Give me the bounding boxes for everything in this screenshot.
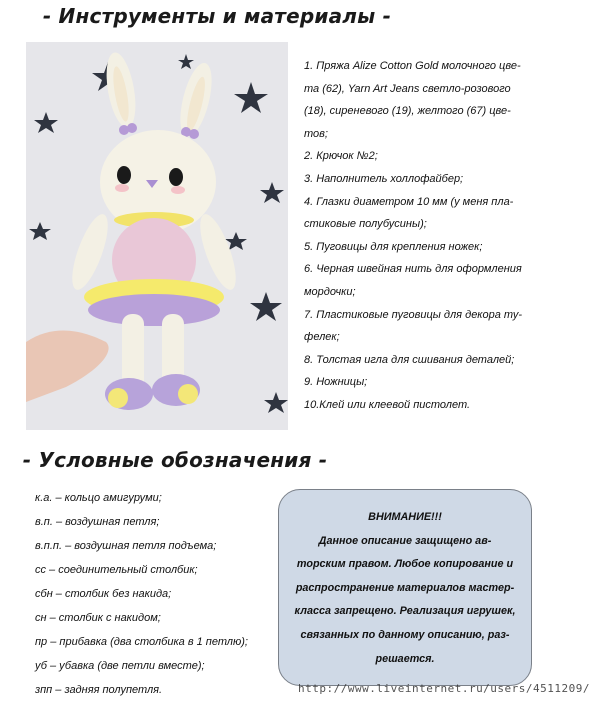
materials-line: (18), сиреневого (19), желтого (67) цве- xyxy=(304,105,511,118)
legend-item: к.а. – кольцо амигуруми; xyxy=(35,492,162,504)
materials-line: 7. Пластиковые пуговицы для декора ту- xyxy=(304,308,522,321)
materials-list xyxy=(304,55,544,417)
notice-line: связанных по данному описанию, раз- xyxy=(300,628,510,641)
legend-item: в.п. – воздушная петля; xyxy=(35,516,160,528)
materials-line: 6. Черная швейная нить для оформления xyxy=(304,263,522,276)
materials-line: 3. Наполнитель холлофайбер; xyxy=(304,172,464,185)
legend-item: сн – столбик с накидом; xyxy=(35,612,161,624)
materials-line: 1. Пряжа Alize Cotton Gold молочного цве- xyxy=(304,60,521,72)
materials-line: 2. Крючок №2; xyxy=(304,150,378,163)
legend-item: в.п.п. – воздушная петля подъема; xyxy=(35,540,217,552)
materials-line: 8. Толстая игла для сшивания деталей; xyxy=(304,353,515,366)
source-watermark: http://www.liveinternet.ru/users/4511209/ xyxy=(298,682,590,695)
legend-item: сс – соединительный столбик; xyxy=(35,564,198,576)
materials-line: 10.Клей или клеевой пистолет. xyxy=(304,398,471,411)
materials-line: 9. Ножницы; xyxy=(304,376,368,389)
materials-line: та (62), Yarn Art Jeans светло-розового xyxy=(304,82,511,95)
notice-line: класса запрещено. Реализация игрушек, xyxy=(294,605,516,618)
abbreviation-legend xyxy=(35,486,275,702)
legend-item: пр – прибавка (два столбика в 1 петлю); xyxy=(35,636,248,648)
bunny-toy-photo xyxy=(26,42,288,430)
notice-line: Данное описание защищено ав- xyxy=(318,534,492,547)
legend-item: сбн – столбик без накида; xyxy=(35,588,172,600)
materials-line: 5. Пуговицы для крепления ножек; xyxy=(304,240,483,253)
legend-item: уб – убавка (две петли вместе); xyxy=(35,660,205,672)
materials-line: мордочки; xyxy=(304,285,356,298)
notice-line: решается. xyxy=(375,652,435,665)
materials-line: фелек; xyxy=(304,331,340,344)
materials-line: 4. Глазки диаметром 10 мм (у меня пла- xyxy=(304,195,514,208)
bunny-illustration xyxy=(26,42,288,430)
notice-line: торским правом. Любое копирование и xyxy=(296,558,514,571)
materials-title: - Инструменты и материалы - xyxy=(42,4,392,28)
materials-line: тов; xyxy=(304,127,328,140)
notice-line: распространение материалов мастер- xyxy=(295,581,515,594)
materials-line: стиковые полубусины); xyxy=(304,218,427,231)
legend-item: зпп – задняя полупетля. xyxy=(35,684,163,696)
notice-heading: ВНИМАНИЕ!!! xyxy=(368,511,442,523)
copyright-notice xyxy=(278,489,532,686)
legend-title: - Условные обозначения - xyxy=(22,448,328,472)
